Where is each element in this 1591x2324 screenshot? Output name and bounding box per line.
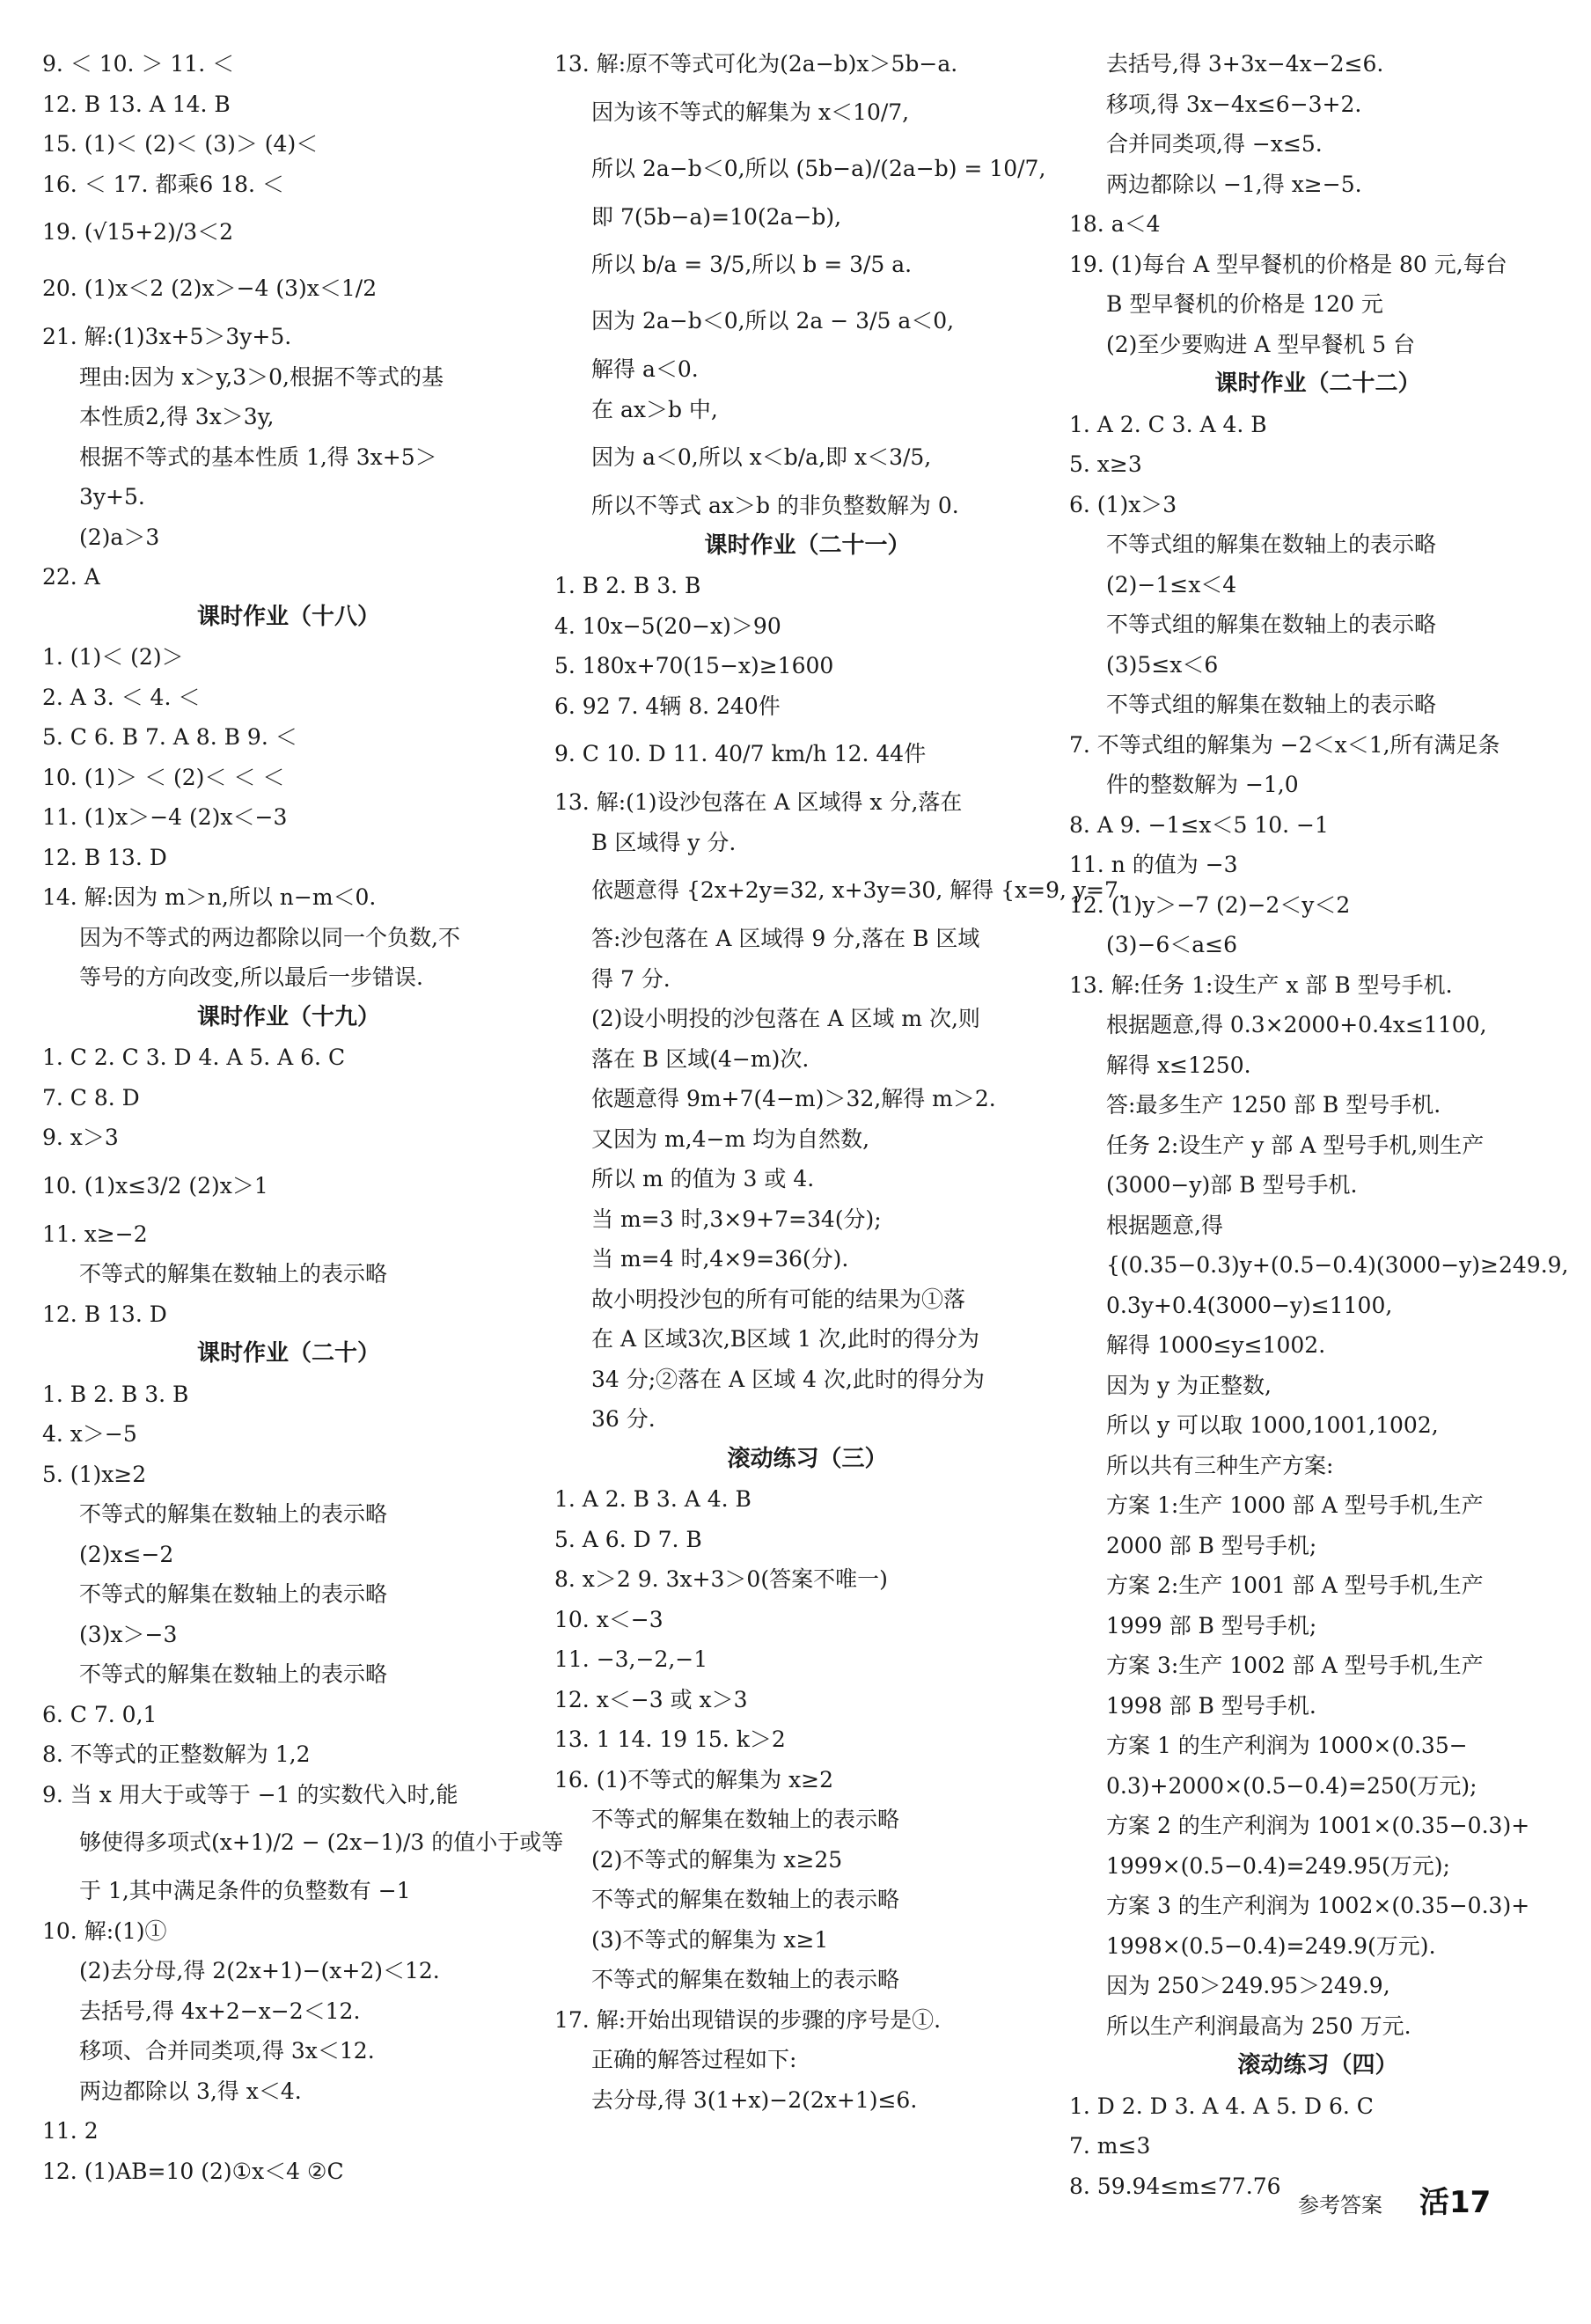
answer-line: (2)−1≤x＜4 <box>1106 571 1237 597</box>
answer-line: 所以共有三种生产方案: <box>1106 1452 1334 1478</box>
answer-line: 故小明投沙包的所有可能的结果为①落 <box>591 1286 966 1312</box>
answer-line: 因为不等式的两边都除以同一个负数,不 <box>79 924 460 950</box>
answer-line: 16. ＜ 17. 都乘6 18. ＜ <box>42 171 284 197</box>
answer-line: 不等式的解集在数轴上的表示略 <box>79 1261 388 1287</box>
answer-line: 9. C 10. D 11. 40/7 km/h 12. 44件 <box>554 741 927 766</box>
answer-line: 8. x＞2 9. 3x+3＞0(答案不唯一) <box>554 1566 888 1592</box>
answer-line: 12. B 13. D <box>42 1301 167 1327</box>
section-heading: 滚动练习（四） <box>1237 2052 1398 2078</box>
answer-line: 因为 a＜0,所以 x＜b/a,即 x＜3/5, <box>591 444 932 470</box>
answer-line: 9. 当 x 用大于或等于 −1 的实数代入时,能 <box>42 1781 458 1807</box>
answer-line: 1. D 2. D 3. A 4. A 5. D 6. C <box>1069 2093 1374 2119</box>
answer-line: 13. 1 14. 19 15. k＞2 <box>554 1727 786 1752</box>
answer-line: 9. x＞3 <box>42 1125 119 1150</box>
answer-line: (2)x≤−2 <box>79 1541 174 1567</box>
answer-line: (2)设小明投的沙包落在 A 区域 m 次,则 <box>591 1006 980 1031</box>
answer-line: B 型早餐机的价格是 120 元 <box>1106 291 1383 317</box>
footer-label: 参考答案 <box>1298 2193 1382 2218</box>
page-footer <box>1298 2178 1491 2221</box>
answer-line: 1998×(0.5−0.4)=249.9(万元). <box>1106 1932 1436 1959</box>
answer-line: 1. (1)＜ (2)＞ <box>42 644 184 670</box>
answer-line: 所以 b/a = 3/5,所以 b = 3/5 a. <box>591 252 913 277</box>
answer-line: 17. 解:开始出现错误的步骤的序号是①. <box>554 2006 942 2033</box>
answer-line: 依题意得 9m+7(4−m)＞32,解得 m＞2. <box>591 1086 996 1111</box>
answer-line: 去括号,得 4x+2−x−2＜12. <box>79 1998 361 2024</box>
answer-line: 9. ＜ 10. ＞ 11. ＜ <box>42 51 235 77</box>
answer-line: 任务 2:设生产 y 部 A 型号手机,则生产 <box>1106 1132 1485 1158</box>
answer-column-right <box>1069 44 1569 2206</box>
section-heading: 课时作业（二十二） <box>1214 370 1421 397</box>
answer-line: 7. C 8. D <box>42 1084 140 1111</box>
answer-line: 4. x＞−5 <box>42 1421 137 1447</box>
answer-line: 14. 解:因为 m＞n,所以 n−m＜0. <box>42 884 377 910</box>
section-heading: 课时作业（十八） <box>196 603 380 630</box>
answer-line: 18. a＜4 <box>1069 211 1161 237</box>
answer-line: 本性质2,得 3x＞3y, <box>79 404 275 429</box>
answer-line: 5. A 6. D 7. B <box>554 1526 702 1552</box>
answer-line: 所以 m 的值为 3 或 4. <box>591 1166 815 1191</box>
answer-line: 2. A 3. ＜ 4. ＜ <box>42 684 201 710</box>
answer-line: 0.3)+2000×(0.5−0.4)=250(万元); <box>1106 1772 1477 1799</box>
answer-line: 7. 不等式组的解集为 −2＜x＜1,所有满足条 <box>1069 731 1500 758</box>
answer-line: (2)不等式的解集为 x≥25 <box>591 1846 843 1873</box>
answer-line: 1. A 2. C 3. A 4. B <box>1069 411 1267 437</box>
answer-line: 1. B 2. B 3. B <box>42 1381 189 1407</box>
answer-line: 解得 x≤1250. <box>1106 1052 1251 1078</box>
answer-line: 根据不等式的基本性质 1,得 3x+5＞ <box>79 444 437 470</box>
answer-line: 4. 10x−5(20−x)＞90 <box>554 612 781 639</box>
answer-line: 得 7 分. <box>591 965 671 992</box>
answer-line: 不等式组的解集在数轴上的表示略 <box>1106 612 1437 637</box>
answer-line: 去分母,得 3(1+x)−2(2x+1)≤6. <box>591 2086 918 2113</box>
answer-line: B 区域得 y 分. <box>591 829 737 855</box>
answer-line: 12. B 13. D <box>42 844 167 870</box>
answer-line: 落在 B 区域(4−m)次. <box>591 1045 810 1072</box>
answer-line: 0.3y+0.4(3000−y)≤1100, <box>1106 1292 1393 1318</box>
answer-line: 1999×(0.5−0.4)=249.95(万元); <box>1106 1852 1450 1879</box>
answer-line: (3)5≤x＜6 <box>1106 651 1219 678</box>
answer-line: {(0.35−0.3)y+(0.5−0.4)(3000−y)≥249.9, <box>1106 1252 1569 1278</box>
answer-line: 所以生产利润最高为 250 万元. <box>1106 2012 1411 2039</box>
answer-line: 16. (1)不等式的解集为 x≥2 <box>554 1766 834 1792</box>
answer-line: 5. C 6. B 7. A 8. B 9. ＜ <box>42 724 297 750</box>
answer-column-left <box>42 44 564 2191</box>
answer-line: 21. 解:(1)3x+5＞3y+5. <box>42 324 292 349</box>
answer-line: 等号的方向改变,所以最后一步错误. <box>79 964 423 990</box>
page-number: 活17 <box>1419 2185 1492 2220</box>
answer-line: 10. 解:(1)① <box>42 1917 167 1944</box>
answer-line: 5. 180x+70(15−x)≥1600 <box>554 653 834 678</box>
answer-line: 1. C 2. C 3. D 4. A 5. A 6. C <box>42 1045 346 1070</box>
answer-line: 因为 y 为正整数, <box>1106 1372 1272 1398</box>
answer-line: 1. B 2. B 3. B <box>554 573 701 598</box>
answer-line: 10. (1)＞ ＜ (2)＜ ＜ ＜ <box>42 764 285 790</box>
answer-line: 不等式组的解集在数轴上的表示略 <box>1106 532 1437 557</box>
answer-line: 36 分. <box>591 1406 656 1432</box>
section-heading: 课时作业（十九） <box>196 1003 380 1030</box>
section-heading: 滚动练习（三） <box>727 1445 888 1472</box>
answer-line: 12. B 13. A 14. B <box>42 91 231 117</box>
answer-line: 正确的解答过程如下: <box>591 2047 797 2072</box>
answer-line: 在 A 区域3次,B区域 1 次,此时的得分为 <box>591 1326 979 1352</box>
answer-line: (2)去分母,得 2(2x+1)−(x+2)＜12. <box>79 1958 440 1983</box>
answer-line: 12. (1)AB=10 (2)①x＜4 ②C <box>42 2158 344 2184</box>
answer-line: 不等式组的解集在数轴上的表示略 <box>1106 692 1437 717</box>
answer-line: 11. (1)x＞−4 (2)x＜−3 <box>42 804 288 830</box>
answer-line: 不等式的解集在数轴上的表示略 <box>591 1807 900 1832</box>
answer-line: 所以 2a−b＜0,所以 (5b−a)/(2a−b) = 10/7, <box>591 155 1046 181</box>
answer-line: 移项、合并同类项,得 3x＜12. <box>79 2038 375 2064</box>
answer-line: 去括号,得 3+3x−4x−2≤6. <box>1106 51 1384 77</box>
answer-line: 当 m=4 时,4×9=36(分). <box>591 1246 849 1272</box>
answer-line: 又因为 m,4−m 均为自然数, <box>591 1125 870 1152</box>
answer-line: 34 分;②落在 A 区域 4 次,此时的得分为 <box>591 1366 985 1392</box>
answer-line: 件的整数解为 −1,0 <box>1106 772 1299 797</box>
answer-line: 15. (1)＜ (2)＜ (3)＞ (4)＜ <box>42 131 319 157</box>
answer-line: 方案 2:生产 1001 部 A 型号手机,生产 <box>1106 1573 1484 1598</box>
answer-line: 在 ax＞b 中, <box>591 396 718 422</box>
answer-line: 移项,得 3x−4x≤6−3+2. <box>1106 91 1362 117</box>
answer-line: 方案 3 的生产利润为 1002×(0.35−0.3)+ <box>1106 1893 1530 1918</box>
answer-line: 根据题意,得 <box>1106 1212 1223 1238</box>
answer-line: 13. 解:原不等式可化为(2a−b)x＞5b−a. <box>554 51 958 77</box>
answer-line: 5. (1)x≥2 <box>42 1461 147 1487</box>
answer-line: 19. (1)每台 A 型早餐机的价格是 80 元,每台 <box>1069 251 1507 277</box>
answer-line: 即 7(5b−a)=10(2a−b), <box>591 203 842 230</box>
answer-line: 依题意得 {2x+2y=32, x+3y=30, 解得 {x=9, y=7. <box>591 877 1125 903</box>
answer-line: 不等式的解集在数轴上的表示略 <box>591 1887 900 1912</box>
answer-line: 所以不等式 ax＞b 的非负整数解为 0. <box>591 493 959 518</box>
answer-line: 12. (1)y＞−7 (2)−2＜y＜2 <box>1069 891 1351 918</box>
answer-line: 合并同类项,得 −x≤5. <box>1106 131 1323 157</box>
answer-line: 方案 1 的生产利润为 1000×(0.35− <box>1106 1733 1468 1758</box>
answer-line: 方案 2 的生产利润为 1001×(0.35−0.3)+ <box>1106 1813 1530 1838</box>
answer-line: 20. (1)x＜2 (2)x＞−4 (3)x＜1/2 <box>42 275 378 301</box>
section-heading: 课时作业（二十一） <box>704 532 911 559</box>
answer-line: 6. C 7. 0,1 <box>42 1701 158 1727</box>
answer-line: 够使得多项式(x+1)/2 − (2x−1)/3 的值小于或等 <box>79 1829 564 1855</box>
answer-line: 13. 解:(1)设沙包落在 A 区域得 x 分,落在 <box>554 789 963 815</box>
answer-line: 因为 2a−b＜0,所以 2a − 3/5 a＜0, <box>591 308 955 334</box>
answer-line: 根据题意,得 0.3×2000+0.4x≤1100, <box>1106 1012 1487 1037</box>
answer-line: 3y+5. <box>79 484 145 510</box>
answer-line: 10. (1)x≤3/2 (2)x＞1 <box>42 1172 268 1199</box>
answer-line: 2000 部 B 型号手机; <box>1106 1532 1317 1558</box>
answer-line: 理由:因为 x＞y,3＞0,根据不等式的基 <box>79 363 444 390</box>
answer-line: 7. m≤3 <box>1069 2133 1151 2159</box>
answer-line: 方案 1:生产 1000 部 A 型号手机,生产 <box>1106 1492 1484 1518</box>
answer-line: (3000−y)部 B 型号手机. <box>1106 1172 1358 1198</box>
answer-line: 11. −3,−2,−1 <box>554 1646 708 1672</box>
answer-line: (2)至少要购进 A 型早餐机 5 台 <box>1106 331 1416 357</box>
answer-line: 不等式的解集在数轴上的表示略 <box>79 1581 388 1607</box>
answer-line: 因为该不等式的解集为 x＜10/7, <box>591 99 910 125</box>
answer-line: 13. 解:任务 1:设生产 x 部 B 型号手机. <box>1069 971 1453 998</box>
answer-line: 10. x＜−3 <box>554 1606 664 1632</box>
answer-line: 11. x≥−2 <box>42 1221 148 1247</box>
answer-line: 1998 部 B 型号手机. <box>1106 1692 1316 1719</box>
answer-line: 两边都除以 3,得 x＜4. <box>79 2078 302 2104</box>
answer-line: 不等式的解集在数轴上的表示略 <box>591 1967 900 1992</box>
answer-line: 6. 92 7. 4辆 8. 240件 <box>554 693 781 719</box>
answer-line: 22. A <box>42 564 100 590</box>
answer-line: 12. x＜−3 或 x＞3 <box>554 1686 748 1712</box>
answer-line: 于 1,其中满足条件的负整数有 −1 <box>79 1878 411 1903</box>
answer-line: (3)x＞−3 <box>79 1621 178 1647</box>
answer-line: 不等式的解集在数轴上的表示略 <box>79 1501 388 1527</box>
answer-line: 1. A 2. B 3. A 4. B <box>554 1486 752 1512</box>
answer-line: 两边都除以 −1,得 x≥−5. <box>1106 171 1362 197</box>
answer-line: 8. 59.94≤m≤77.76 <box>1069 2173 1281 2199</box>
answer-line: 解得 a＜0. <box>591 356 699 382</box>
answer-line: (2)a＞3 <box>79 524 160 550</box>
answer-line: 答:最多生产 1250 部 B 型号手机. <box>1106 1092 1441 1118</box>
answer-line: (3)−6＜a≤6 <box>1106 932 1238 957</box>
answer-line: 11. n 的值为 −3 <box>1069 852 1238 877</box>
answer-line: 当 m=3 时,3×9+7=34(分); <box>591 1206 882 1232</box>
answer-line: 所以 y 可以取 1000,1001,1002, <box>1106 1412 1439 1438</box>
answer-line: 19. (√15+2)/3＜2 <box>42 219 234 245</box>
answer-line: 6. (1)x＞3 <box>1069 491 1177 517</box>
answer-line: 5. x≥3 <box>1069 451 1142 477</box>
answer-line: 因为 250＞249.95＞249.9, <box>1106 1973 1390 1998</box>
answer-line: 答:沙包落在 A 区域得 9 分,落在 B 区域 <box>591 926 980 951</box>
answer-line: 不等式的解集在数轴上的表示略 <box>79 1661 388 1687</box>
answer-line: 方案 3:生产 1002 部 A 型号手机,生产 <box>1106 1653 1484 1678</box>
answer-line: 8. A 9. −1≤x＜5 10. −1 <box>1069 811 1329 838</box>
section-heading: 课时作业（二十） <box>196 1340 380 1367</box>
answer-line: 8. 不等式的正整数解为 1,2 <box>42 1741 311 1767</box>
answer-line: 解得 1000≤y≤1002. <box>1106 1332 1326 1358</box>
answer-line: 11. 2 <box>42 2118 99 2144</box>
answer-line: 1999 部 B 型号手机; <box>1106 1612 1317 1639</box>
answer-line: (3)不等式的解集为 x≥1 <box>591 1926 829 1953</box>
